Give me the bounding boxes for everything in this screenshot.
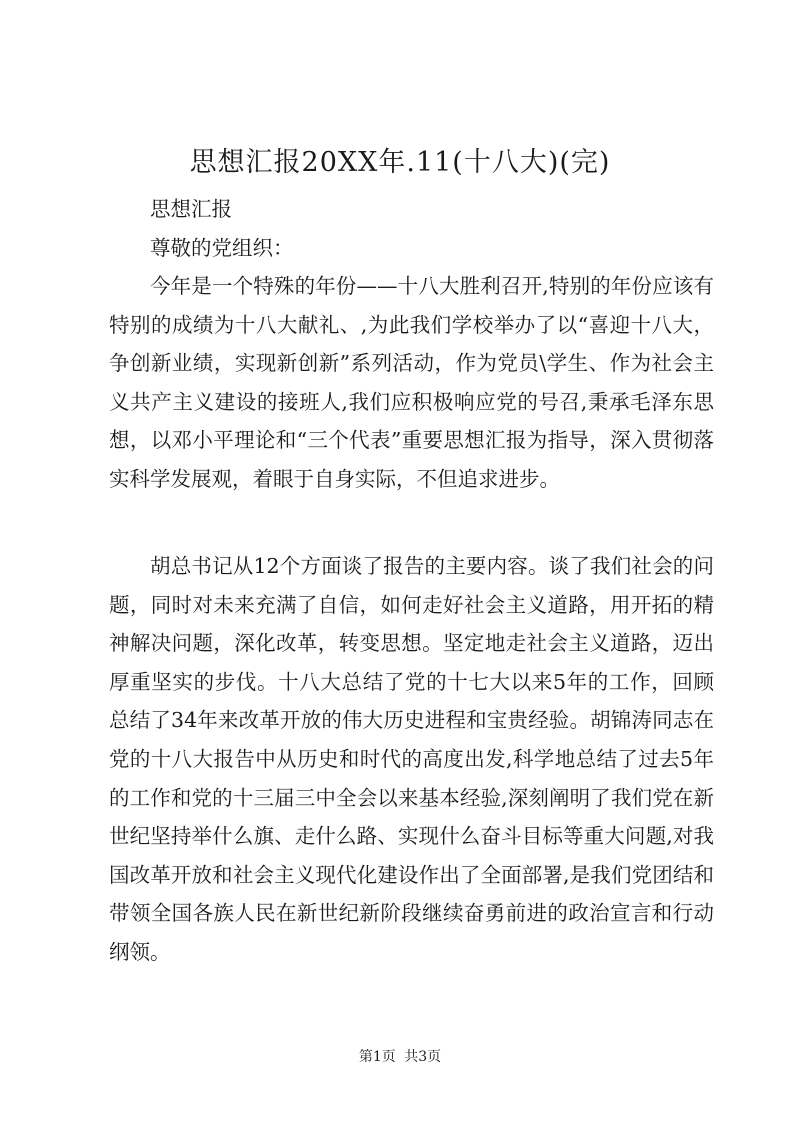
salutation: 尊敬的党组织： bbox=[150, 235, 294, 260]
paragraph-1 bbox=[109, 267, 714, 499]
paragraph-text: 胡总书记从12个方面谈了报告的主要内容。谈了我们社会的问题，同时对未来充满了自信，如何走好社会主义道路，用开拓的精神解决问题，深化改革，转变思想。坚定地走社会主义道路，迈出厚重坚实的步伐。十八大总结了党的十七大以来5年的工作，回顾总结了34年来改革开放的伟大历史进程和宝贵经验。胡锦涛同志在党的十八大报告中从历史和时代的高度出发,科学地总结了过去5年的工作和党的十三届三中全会以来基本经验,深刻阐明了我们党在新世纪坚持举什么旗、走什么路、实现什么奋斗目标等重大问题,对我国改革开放和社会主义现代化建设作出了全面部署,是我们党团结和带领全国各族人民在新世纪新阶段继续奋勇前进的政治宣言和行动纲领。 bbox=[109, 554, 714, 964]
document-heading bbox=[109, 190, 709, 267]
paragraph-2 bbox=[109, 547, 714, 972]
heading-text: 思想汇报 bbox=[150, 197, 232, 221]
page-footer: 第1页 共3页 bbox=[358, 1049, 442, 1065]
document-title: 思想汇报20XX年.11(十八大)(完) bbox=[189, 147, 611, 178]
paragraph-text: 今年是一个特殊的年份——十八大胜利召开,特别的年份应该有特别的成绩为十八大献礼、,为此我们学校举办了以“喜迎十八大，争创新业绩，实现新创新”系列活动，作为党员\学生、作为社会主义共产主义建设的接班人,我们应积极响应党的号召,秉承毛泽东思想，以邓小平理论和“三个代表”重要思想汇报为指导，深入贯彻落实科学发展观，着眼于自身实际，不但追求进步。 bbox=[109, 274, 714, 491]
